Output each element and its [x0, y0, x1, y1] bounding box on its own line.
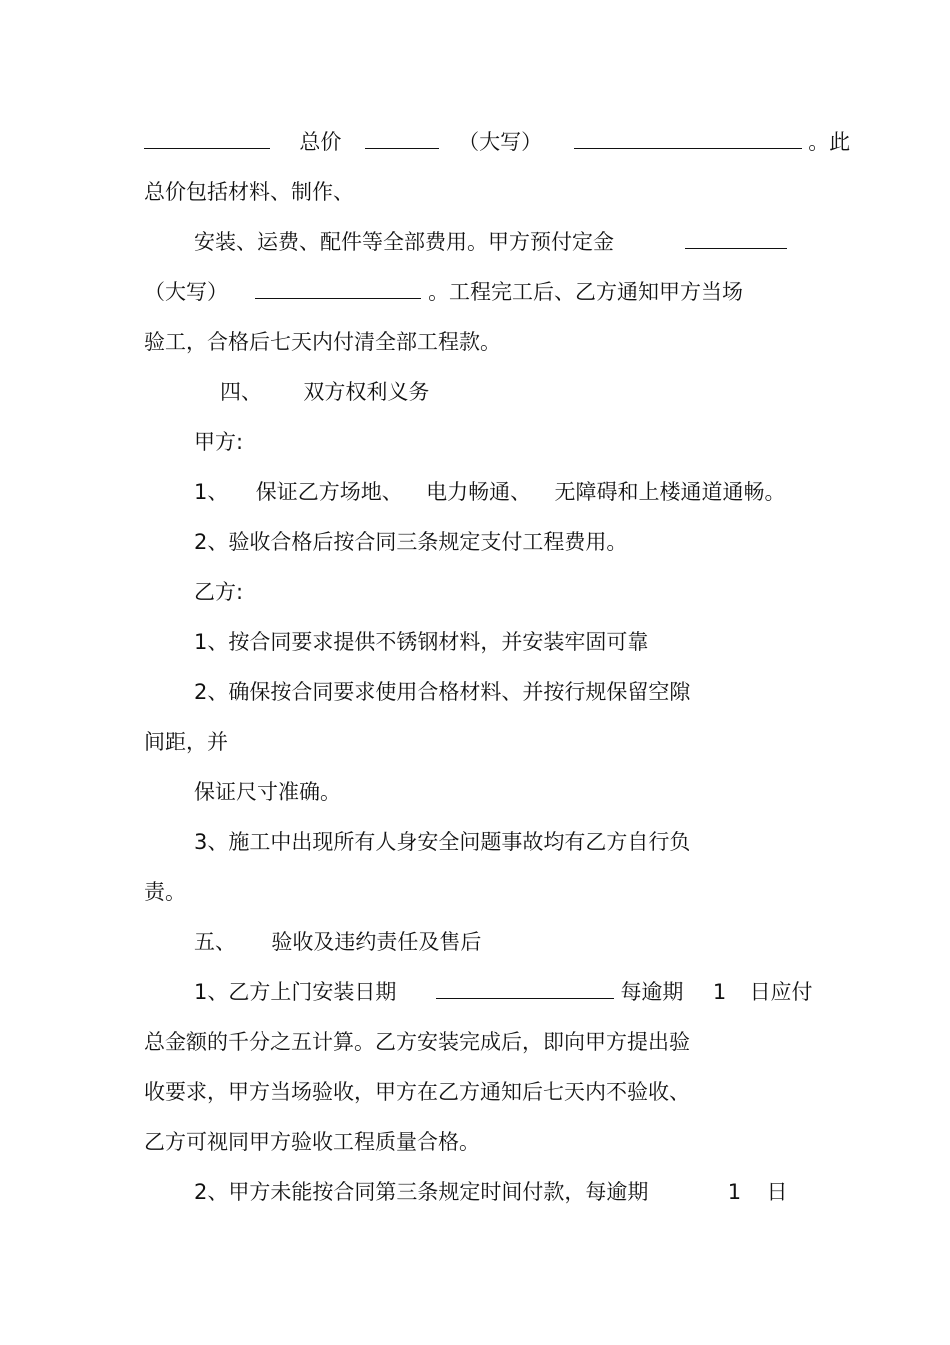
- text-segment: 1、乙方上门安装日期: [194, 980, 397, 1004]
- fill-blank[interactable]: [436, 978, 614, 999]
- fill-blank[interactable]: [255, 278, 421, 299]
- text-line-18: [194, 978, 813, 1006]
- party-b-label: 乙方:: [194, 580, 244, 604]
- text-segment: 无障碍和上楼通道通畅。: [554, 480, 786, 504]
- text-segment: 日应付: [749, 980, 813, 1004]
- text-segment: 电力畅通、: [426, 480, 532, 504]
- text-line-19: 总金额的千分之五计算。乙方安装完成后，即向甲方提出验: [144, 1030, 690, 1054]
- section-heading-5: [194, 928, 481, 956]
- fill-blank[interactable]: [144, 128, 270, 149]
- text-line-13: 间距，并: [144, 730, 228, 754]
- section-heading-4: [220, 378, 429, 406]
- text-segment: 安装、运费、配件等全部费用。甲方预付定金: [194, 230, 614, 254]
- text-line-9: 2、验收合格后按合同三条规定支付工程费用。: [194, 530, 628, 554]
- text-segment: 。此: [808, 130, 851, 154]
- text-segment: 总价: [299, 130, 342, 154]
- text-line-20: 收要求，甲方当场验收，甲方在乙方通知后七天内不验收、: [144, 1080, 690, 1104]
- text-line-5: 验工，合格后七天内付清全部工程款。: [144, 330, 501, 354]
- party-a-label: 甲方:: [194, 430, 244, 454]
- text-segment: 日: [766, 1180, 788, 1204]
- text-segment: 1、: [194, 480, 229, 504]
- text-line-14: 保证尺寸准确。: [194, 780, 341, 804]
- text-segment: （大写）: [458, 130, 543, 154]
- section-title: 验收及违约责任及售后: [271, 930, 482, 954]
- text-line-3: [194, 228, 787, 256]
- text-segment: 保证乙方场地、: [255, 480, 403, 504]
- section-number: 四、: [220, 380, 262, 404]
- section-title: 双方权利义务: [303, 380, 430, 404]
- text-segment: （大写）: [144, 280, 228, 304]
- text-line-16: 责。: [144, 880, 186, 904]
- fill-blank[interactable]: [574, 128, 802, 149]
- fill-blank[interactable]: [685, 228, 787, 249]
- text-line-12: 2、确保按合同要求使用合格材料、并按行规保留空隙: [194, 680, 691, 704]
- text-segment: 。工程完工后、乙方通知甲方当场: [428, 280, 744, 304]
- text-line-4: [144, 278, 743, 306]
- text-line-2: 总价包括材料、制作、: [144, 180, 354, 204]
- text-segment: 1: [727, 1180, 742, 1204]
- text-line-1: [144, 128, 850, 156]
- text-line-15: 3、施工中出现所有人身安全问题事故均有乙方自行负: [194, 830, 691, 854]
- text-line-8: [194, 478, 786, 506]
- text-segment: 2、甲方未能按合同第三条规定时间付款，每逾期: [194, 1180, 649, 1204]
- text-segment: 每逾期: [620, 980, 684, 1004]
- text-segment: 1: [712, 980, 727, 1004]
- fill-blank[interactable]: [365, 128, 439, 149]
- section-number: 五、: [194, 930, 236, 954]
- text-line-11: 1、按合同要求提供不锈钢材料，并安装牢固可靠: [194, 630, 649, 654]
- text-line-21: 乙方可视同甲方验收工程质量合格。: [144, 1130, 480, 1154]
- text-line-22: [194, 1178, 787, 1206]
